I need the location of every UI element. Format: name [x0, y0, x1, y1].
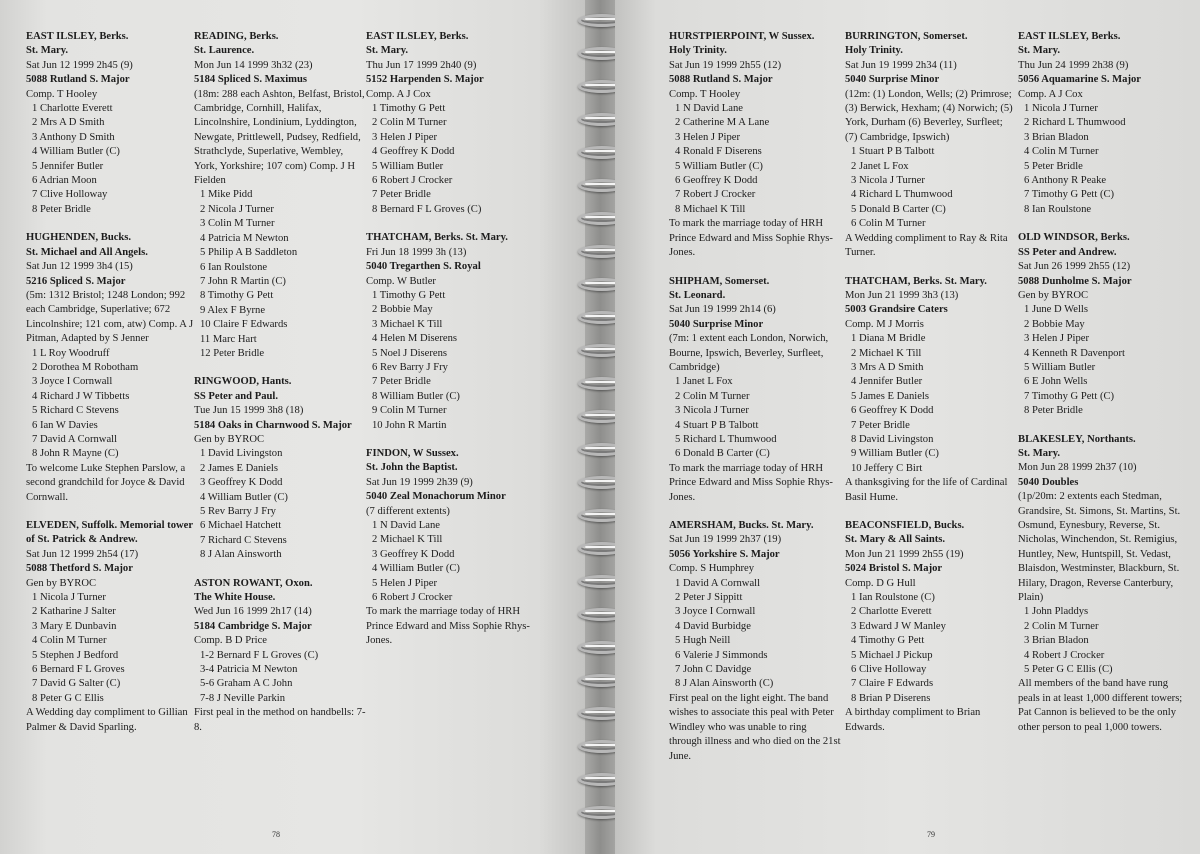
ringer-line: 7 Timothy G Pett (C)	[1024, 189, 1115, 201]
ringer-line: 7 Robert J Crocker	[675, 189, 756, 201]
entry-spacer	[845, 261, 1017, 275]
peal-method: 5040 Zeal Monachorum Minor	[366, 491, 506, 503]
peal-method: 5040 Doubles	[1018, 476, 1079, 488]
ringer-line: 7 David A Cornwall	[32, 433, 118, 445]
ringer-line: 5 Helen J Piper	[372, 577, 438, 589]
ringer-line: 9 William Butler (C)	[851, 448, 939, 460]
entry-spacer	[669, 261, 841, 275]
entry-spacer	[26, 217, 198, 231]
ringer-line: 4 William Butler (C)	[200, 491, 288, 503]
ringer-line: 3 Brian Bladon	[1024, 635, 1089, 647]
ringer-line: 5 William Butler (C)	[675, 160, 763, 172]
peal-entry	[845, 261, 1017, 506]
column-2	[194, 30, 366, 735]
peal-place: HURSTPIERPOINT, W Sussex.	[669, 31, 815, 42]
ringer-line: 4 Kenneth R Davenport	[1024, 347, 1125, 359]
ringer-line: 8 J Alan Ainsworth (C)	[675, 678, 774, 690]
entry-spacer	[366, 217, 538, 231]
peal-details: Comp. T Hooley	[26, 88, 98, 100]
peal-method: 5216 Spliced S. Major	[26, 275, 126, 287]
ringer-line: 5 Noel J Diserens	[372, 347, 448, 359]
ringer-line: 3 Joyce I Cornwall	[32, 376, 113, 388]
peal-details: (1p/20m: 2 extents each Stedman, Grandsire, St. Simons, St. Martins, St. Osmund, Eynesbury, Reverse, St. Nicholas, Winchendon, St. Remigius, Huntley, New, Huntspill, St. Vedast, Blaisdon, Westminster, Blackburn, St. Hilary, Dragon, Reverse Canterbury, Plain)	[1018, 491, 1181, 604]
peal-footnote: First peal on the light eight. The band wishes to associate this peal with Peter Windley who was unable to ring through illness and who died on the 21st June.	[669, 692, 841, 762]
peal-method: 5040 Tregarthen S. Royal	[366, 261, 481, 273]
ringer-line: 6 Robert J Crocker	[372, 592, 453, 604]
ringer-line: 4 Geoffrey K Dodd	[372, 146, 455, 158]
ringer-line: 1 L Roy Woodruff	[32, 347, 110, 359]
ringer-line: 7-8 J Neville Parkin	[200, 692, 286, 704]
ringer-line: 6 Donald B Carter (C)	[675, 448, 770, 460]
peal-date: Sat Jun 26 1999 2h55 (12)	[1018, 261, 1131, 273]
peal-place: THATCHAM, Berks. St. Mary.	[366, 232, 508, 244]
peal-entry	[194, 30, 366, 361]
peal-entry	[366, 433, 538, 649]
peal-date: Mon Jun 21 1999 2h55 (19)	[845, 548, 964, 560]
ringer-line: 2 Charlotte Everett	[851, 606, 932, 618]
ringer-line: 9 Colin M Turner	[372, 405, 447, 417]
peal-entry	[366, 30, 538, 217]
peal-method: 5184 Spliced S. Maximus	[194, 74, 308, 86]
ringer-line: 3 Anthony D Smith	[32, 131, 115, 143]
ringer-line: 6 Adrian Moon	[32, 175, 97, 187]
peal-date: Thu Jun 17 1999 2h40 (9)	[366, 59, 477, 71]
right-page	[615, 0, 1200, 854]
left-page	[0, 0, 585, 854]
ringer-line: 5 Jennifer Butler	[32, 160, 104, 172]
ringer-line: 4 Richard L Thumwood	[851, 189, 953, 201]
peal-method: 5152 Harpenden S. Major	[366, 74, 484, 86]
ringer-line: 2 Colin M Turner	[675, 390, 750, 402]
peal-details: Comp. W Butler	[366, 275, 436, 287]
peal-place: EAST ILSLEY, Berks.	[1018, 31, 1121, 42]
ringer-line: 4 Ronald F Diserens	[675, 146, 762, 158]
peal-date: Sat Jun 19 1999 2h37 (19)	[669, 534, 782, 546]
ringer-line: 1 N David Lane	[372, 520, 440, 531]
ringer-line: 5 Donald B Carter (C)	[851, 203, 946, 215]
peal-church: SS Peter and Paul.	[194, 390, 278, 402]
column-4	[669, 30, 841, 764]
ringer-line: 1 Charlotte Everett	[32, 103, 113, 115]
ringer-line: 2 Catherine M A Lane	[675, 117, 770, 129]
ringer-line: 1 David Livingston	[200, 448, 283, 460]
ringer-line: 4 Richard J W Tibbetts	[32, 390, 130, 402]
ringer-line: 4 Patricia M Newton	[200, 232, 289, 244]
ringer-line: 6 E John Wells	[1024, 376, 1088, 388]
peal-method: 5184 Cambridge S. Major	[194, 620, 312, 632]
ringer-line: 6 Geoffrey K Dodd	[675, 175, 758, 187]
ringer-line: 8 Ian Roulstone	[1024, 203, 1092, 215]
peal-place: READING, Berks.	[194, 31, 279, 42]
peal-place: RINGWOOD, Hants.	[194, 376, 292, 388]
peal-church: The White House.	[194, 592, 276, 604]
ringer-line: 3 Geoffrey K Dodd	[372, 548, 455, 560]
peal-church: Holy Trinity.	[845, 45, 903, 57]
ringer-line: 3 Helen J Piper	[1024, 333, 1090, 345]
ringer-line: 4 William Butler (C)	[372, 563, 460, 575]
ringer-line: 10 John R Martin	[372, 419, 447, 431]
peal-method: 5056 Yorkshire S. Major	[669, 548, 780, 560]
peal-method: 5088 Dunholme S. Major	[1018, 275, 1132, 287]
peal-footnote: To mark the marriage today of HRH Prince Edward and Miss Sophie Rhys-Jones.	[669, 462, 833, 503]
ringer-line: 7 Clive Holloway	[32, 189, 108, 201]
ringer-line: 3 Nicola J Turner	[851, 175, 925, 187]
peal-method: 5040 Surprise Minor	[669, 318, 764, 330]
ringer-line: 3 Helen J Piper	[675, 131, 741, 143]
peal-details: Gen by BYROC	[26, 577, 97, 589]
ringer-line: 7 John C Davidge	[675, 664, 752, 676]
binding-gutter	[585, 0, 615, 854]
peal-entry	[194, 361, 366, 562]
ringer-line: 4 Colin M Turner	[1024, 146, 1099, 158]
peal-church: Holy Trinity.	[669, 45, 727, 57]
ringer-line: 8 Brian P Diserens	[851, 692, 931, 704]
peal-method: 5184 Oaks in Charnwood S. Major	[194, 419, 352, 431]
peal-details: Comp. A J Cox	[366, 88, 431, 100]
peal-date: Fri Jun 18 1999 3h (13)	[366, 246, 467, 258]
ringer-line: 7 Peter Bridle	[372, 376, 431, 388]
peal-details: (18m: 288 each Ashton, Belfast, Bristol, Cambridge, Cornhill, Halifax, Lincolnshire, Londinium, Lyddington, Newgate, Prittlewell, Pudsey, Redfield, Strathclyde, Superlative, Wembley, York, Yorkshire; 107 com) Comp. J H Fielden	[194, 88, 365, 187]
peal-details: (12m: (1) London, Wells; (2) Primrose; (3) Berwick, Hexham; (4) Norwich; (5) York, Durham (6) Beverley, Surfleet; (7) Cambridge, Ipswich)	[845, 88, 1013, 143]
ringer-line: 5 Philip A B Saddleton	[200, 247, 298, 259]
ringer-line: 1 Nicola J Turner	[1024, 103, 1098, 115]
peal-date: Sat Jun 12 1999 3h4 (15)	[26, 261, 133, 273]
ringer-line: 8 John R Mayne (C)	[32, 448, 119, 460]
ringer-line: 6 Ian Roulstone	[200, 261, 268, 273]
ringer-line: 5 Richard C Stevens	[32, 405, 119, 417]
peal-method: 5024 Bristol S. Major	[845, 563, 943, 575]
peal-details: Comp. T Hooley	[669, 88, 741, 100]
ringer-line: 7 Peter Bridle	[372, 189, 431, 201]
ringer-line: 1 Janet L Fox	[675, 376, 733, 388]
ringer-line: 2 Bobbie May	[372, 304, 433, 316]
peal-method: 5088 Rutland S. Major	[669, 74, 773, 86]
ringer-line: 4 William Butler (C)	[32, 146, 120, 158]
peal-place: BURRINGTON, Somerset.	[845, 31, 968, 42]
ringer-line: 3 Mary E Dunbavin	[32, 620, 117, 632]
peal-date: Sat Jun 19 1999 2h14 (6)	[669, 304, 776, 316]
ringer-line: 11 Marc Hart	[200, 333, 257, 345]
peal-place: EAST ILSLEY, Berks.	[366, 31, 469, 42]
peal-church: St. Mary.	[366, 45, 409, 57]
peal-church: St. Mary & All Saints.	[845, 534, 946, 546]
ringer-line: 2 Janet L Fox	[851, 160, 909, 172]
ringer-line: 6 Valerie J Simmonds	[675, 649, 768, 661]
ringer-line: 2 Richard L Thumwood	[1024, 117, 1126, 129]
peal-entry	[669, 505, 841, 764]
peal-entry	[1018, 30, 1190, 217]
peal-church: St. Leonard.	[669, 289, 726, 301]
ringer-line: 7 Richard C Stevens	[200, 534, 287, 546]
peal-details: Comp. S Humphrey	[669, 563, 755, 575]
ringer-line: 2 Bobbie May	[1024, 318, 1085, 330]
ringer-line: 8 Peter G C Ellis	[32, 692, 104, 704]
ringer-line: 3-4 Patricia M Newton	[200, 664, 298, 676]
ringer-line: 2 Colin M Turner	[1024, 620, 1099, 632]
ringer-line: 5 Peter G C Ellis (C)	[1024, 664, 1113, 676]
peal-footnote: A Wedding day compliment to Gillian Palmer & David Sparling.	[26, 707, 188, 733]
ringer-line: 1 N David Lane	[675, 103, 743, 115]
peal-place: OLD WINDSOR, Berks.	[1018, 232, 1130, 244]
ringer-line: 4 Robert J Crocker	[1024, 649, 1105, 661]
ringer-line: 8 J Alan Ainsworth	[200, 549, 282, 561]
ringer-line: 6 Rev Barry J Fry	[372, 361, 448, 373]
ringer-line: 8 Peter Bridle	[32, 203, 91, 215]
peal-entry	[1018, 419, 1190, 736]
ringer-line: 4 Jennifer Butler	[851, 376, 923, 388]
entry-spacer	[194, 563, 366, 577]
peal-details: Comp. M J Morris	[845, 318, 924, 330]
column-3	[366, 30, 538, 649]
ringer-line: 8 William Butler (C)	[372, 390, 460, 402]
peal-date: Mon Jun 21 1999 3h3 (13)	[845, 289, 959, 301]
peal-church: St. Mary.	[26, 45, 69, 57]
ringer-line: 8 David Livingston	[851, 433, 934, 445]
peal-date: Sat Jun 12 1999 2h54 (17)	[26, 548, 139, 560]
peal-method: 5088 Rutland S. Major	[26, 74, 130, 86]
peal-footnote: A thanksgiving for the life of Cardinal Basil Hume.	[845, 477, 1008, 503]
ringer-line: 5 Hugh Neill	[675, 635, 731, 647]
peal-church: St. John the Baptist.	[366, 462, 458, 474]
ringer-line: 5 William Butler	[1024, 361, 1096, 373]
ringer-line: 12 Peter Bridle	[200, 347, 265, 359]
peal-details: Comp. B D Price	[194, 635, 267, 647]
ringer-line: 3 Edward J W Manley	[851, 620, 946, 632]
peal-entry	[669, 30, 841, 261]
peal-place: SHIPHAM, Somerset.	[669, 275, 770, 287]
peal-church: St. Mary.	[1018, 447, 1061, 459]
peal-footnote: All members of the band have rung peals in at least 1,000 different towers; Pat Cannon is believed to be the only other person to peal 1,000 towers.	[1018, 678, 1183, 733]
peal-church: St. Michael and All Angels.	[26, 246, 148, 258]
ringer-line: 1 Ian Roulstone (C)	[851, 592, 935, 604]
peal-date: Mon Jun 14 1999 3h32 (23)	[194, 59, 313, 71]
peal-entry	[1018, 217, 1190, 418]
peal-place: EAST ILSLEY, Berks.	[26, 31, 129, 42]
ringer-line: 2 Colin M Turner	[372, 117, 447, 129]
ringer-line: 3 Mrs A D Smith	[851, 361, 924, 373]
peal-entry	[26, 217, 198, 505]
ringer-line: 3 Joyce I Cornwall	[675, 606, 756, 618]
ringer-line: 9 Alex F Byrne	[200, 304, 266, 316]
ringer-line: 8 Timothy G Pett	[200, 290, 274, 302]
peal-date: Sat Jun 19 1999 2h34 (11)	[845, 59, 957, 71]
ringer-line: 1 Nicola J Turner	[32, 592, 106, 604]
ringer-line: 3 Brian Bladon	[1024, 131, 1089, 143]
peal-entry	[366, 217, 538, 433]
peal-method: 5003 Grandsire Caters	[845, 304, 948, 316]
peal-footnote: To mark the marriage today of HRH Prince Edward and Miss Sophie Rhys-Jones.	[366, 606, 530, 647]
peal-footnote: To welcome Luke Stephen Parslow, a second grandchild for Joyce & David Cornwall.	[26, 462, 186, 503]
peal-details: (5m: 1312 Bristol; 1248 London; 992 each Cambridge, Superlative; 672 Lincolnshire; 121 com, atw) Comp. A J Pitman, Adapted by S Jenner	[26, 289, 194, 345]
ringer-line: 2 Michael K Till	[851, 347, 922, 359]
ringer-line: 6 Anthony R Peake	[1024, 175, 1107, 187]
ringer-line: 2 Peter J Sippitt	[675, 592, 743, 604]
ringer-line: 7 Timothy G Pett (C)	[1024, 390, 1115, 402]
entry-spacer	[669, 505, 841, 519]
peal-entry	[845, 505, 1017, 735]
peal-date: Thu Jun 24 1999 2h38 (9)	[1018, 59, 1129, 71]
peal-details: Comp. D G Hull	[845, 577, 916, 589]
ringer-line: 8 Bernard F L Groves (C)	[372, 203, 482, 215]
peal-place: ASTON ROWANT, Oxon.	[194, 577, 313, 589]
ringer-line: 10 Claire F Edwards	[200, 319, 288, 331]
ringer-line: 7 John R Martin (C)	[200, 275, 286, 287]
peal-place: BLAKESLEY, Northants.	[1018, 433, 1136, 445]
page-number-right: 79	[927, 830, 935, 839]
ringer-line: 1 Mike Pidd	[200, 189, 253, 201]
peal-place: ELVEDEN, Suffolk. Memorial tower of St. Patrick & Andrew.	[26, 520, 193, 546]
entry-spacer	[1018, 419, 1190, 433]
peal-details: (7 different extents)	[366, 505, 450, 517]
ringer-line: 1 John Pladdys	[1024, 606, 1089, 618]
ringer-line: 1 Stuart P B Talbott	[851, 146, 935, 158]
ringer-line: 2 James E Daniels	[200, 462, 278, 474]
ringer-line: 5 William Butler	[372, 160, 444, 172]
ringer-line: 3 Helen J Piper	[372, 131, 438, 143]
ringer-line: 4 Timothy G Pett	[851, 635, 925, 647]
ringer-line: 1 Timothy G Pett	[372, 289, 446, 301]
ringer-line: 7 Peter Bridle	[851, 419, 910, 431]
column-6	[1018, 30, 1190, 735]
peal-place: THATCHAM, Berks. St. Mary.	[845, 275, 987, 287]
ringer-line: 4 Stuart P B Talbott	[675, 419, 759, 431]
peal-place: BEACONSFIELD, Bucks.	[845, 520, 965, 531]
ringer-line: 6 Colin M Turner	[851, 218, 926, 230]
ringer-line: 3 Geoffrey K Dodd	[200, 477, 283, 489]
peal-details: Gen by BYROC	[194, 433, 265, 445]
ringer-line: 7 David G Salter (C)	[32, 678, 121, 690]
ringer-line: 8 Peter Bridle	[1024, 405, 1083, 417]
peal-footnote: First peal in the method on handbells: 7-8.	[194, 707, 366, 733]
ringer-line: 6 Robert J Crocker	[372, 175, 453, 187]
peal-method: 5040 Surprise Minor	[845, 74, 940, 86]
peal-details: (7m: 1 extent each London, Norwich, Bourne, Ipswich, Beverley, Surfleet, Cambridge)	[669, 333, 829, 373]
ringer-line: 1 Diana M Bridle	[851, 333, 926, 345]
peal-date: Sat Jun 19 1999 2h39 (9)	[366, 476, 473, 488]
ringer-line: 8 Michael K Till	[675, 203, 746, 215]
peal-entry	[669, 261, 841, 506]
peal-entry	[194, 563, 366, 735]
ringer-line: 5 Michael J Pickup	[851, 649, 933, 661]
ringer-line: 4 Colin M Turner	[32, 635, 107, 647]
ringer-line: 4 David Burbidge	[675, 620, 751, 632]
ringer-line: 2 Michael K Till	[372, 534, 443, 546]
peal-method: 5088 Thetford S. Major	[26, 563, 133, 575]
ringer-line: 1-2 Bernard F L Groves (C)	[200, 649, 319, 661]
peal-place: AMERSHAM, Bucks. St. Mary.	[669, 520, 814, 531]
ringer-line: 6 Geoffrey K Dodd	[851, 405, 934, 417]
entry-spacer	[26, 505, 198, 519]
entry-spacer	[366, 433, 538, 447]
column-1	[26, 30, 198, 735]
ringer-line: 5 Peter Bridle	[1024, 160, 1083, 172]
peal-date: Wed Jun 16 1999 2h17 (14)	[194, 606, 312, 618]
column-5	[845, 30, 1017, 735]
peal-place: HUGHENDEN, Bucks.	[26, 232, 132, 244]
ringer-line: 6 Clive Holloway	[851, 664, 927, 676]
peal-details: Gen by BYROC	[1018, 289, 1089, 301]
ringer-line: 7 Claire F Edwards	[851, 678, 934, 690]
ringer-line: 2 Katharine J Salter	[32, 606, 116, 618]
ringer-line: 5 Rev Barry J Fry	[200, 506, 276, 517]
entry-spacer	[194, 361, 366, 375]
ringer-line: 6 Michael Hatchett	[200, 520, 282, 532]
ringer-line: 1 David A Cornwall	[675, 577, 761, 589]
ringer-line: 3 Michael K Till	[372, 318, 443, 330]
peal-church: SS Peter and Andrew.	[1018, 246, 1117, 258]
peal-date: Sat Jun 19 1999 2h55 (12)	[669, 59, 782, 71]
ringer-line: 2 Mrs A D Smith	[32, 117, 105, 129]
peal-footnote: To mark the marriage today of HRH Prince Edward and Miss Sophie Rhys-Jones.	[669, 218, 833, 259]
entry-spacer	[845, 505, 1017, 519]
peal-method: 5056 Aquamarine S. Major	[1018, 74, 1142, 86]
ringer-line: 5 Stephen J Bedford	[32, 649, 119, 661]
ringer-line: 2 Nicola J Turner	[200, 203, 274, 215]
peal-entry	[845, 30, 1017, 261]
peal-church: St. Mary.	[1018, 45, 1061, 57]
ringer-line: 2 Dorothea M Robotham	[32, 361, 139, 373]
peal-date: Sat Jun 12 1999 2h45 (9)	[26, 59, 133, 71]
ringer-line: 5 Richard L Thumwood	[675, 433, 777, 445]
ringer-line: 10 Jeffery C Birt	[851, 462, 923, 474]
ringer-line: 3 Colin M Turner	[200, 218, 275, 230]
peal-entry	[26, 30, 198, 217]
peal-date: Tue Jun 15 1999 3h8 (18)	[194, 405, 304, 417]
ringer-line: 5-6 Graham A C John	[200, 678, 293, 690]
peal-details: Comp. A J Cox	[1018, 88, 1083, 100]
peal-footnote: A Wedding compliment to Ray & Rita Turner.	[845, 232, 1008, 259]
page-number-left: 78	[272, 830, 280, 839]
ringer-line: 1 Timothy G Pett	[372, 103, 446, 115]
ringer-line: 5 James E Daniels	[851, 390, 929, 402]
peal-date: Mon Jun 28 1999 2h37 (10)	[1018, 462, 1137, 474]
peal-entry	[26, 505, 198, 735]
ringer-line: 6 Bernard F L Groves	[32, 664, 125, 676]
peal-place: FINDON, W Sussex.	[366, 447, 459, 459]
ringer-line: 6 Ian W Davies	[32, 419, 98, 431]
ringer-line: 1 June D Wells	[1024, 304, 1088, 316]
ringer-line: 4 Helen M Diserens	[372, 333, 458, 345]
peal-footnote: A birthday compliment to Brian Edwards.	[845, 707, 981, 733]
ringer-line: 3 Nicola J Turner	[675, 405, 749, 417]
entry-spacer	[1018, 217, 1190, 231]
peal-church: St. Laurence.	[194, 45, 255, 57]
